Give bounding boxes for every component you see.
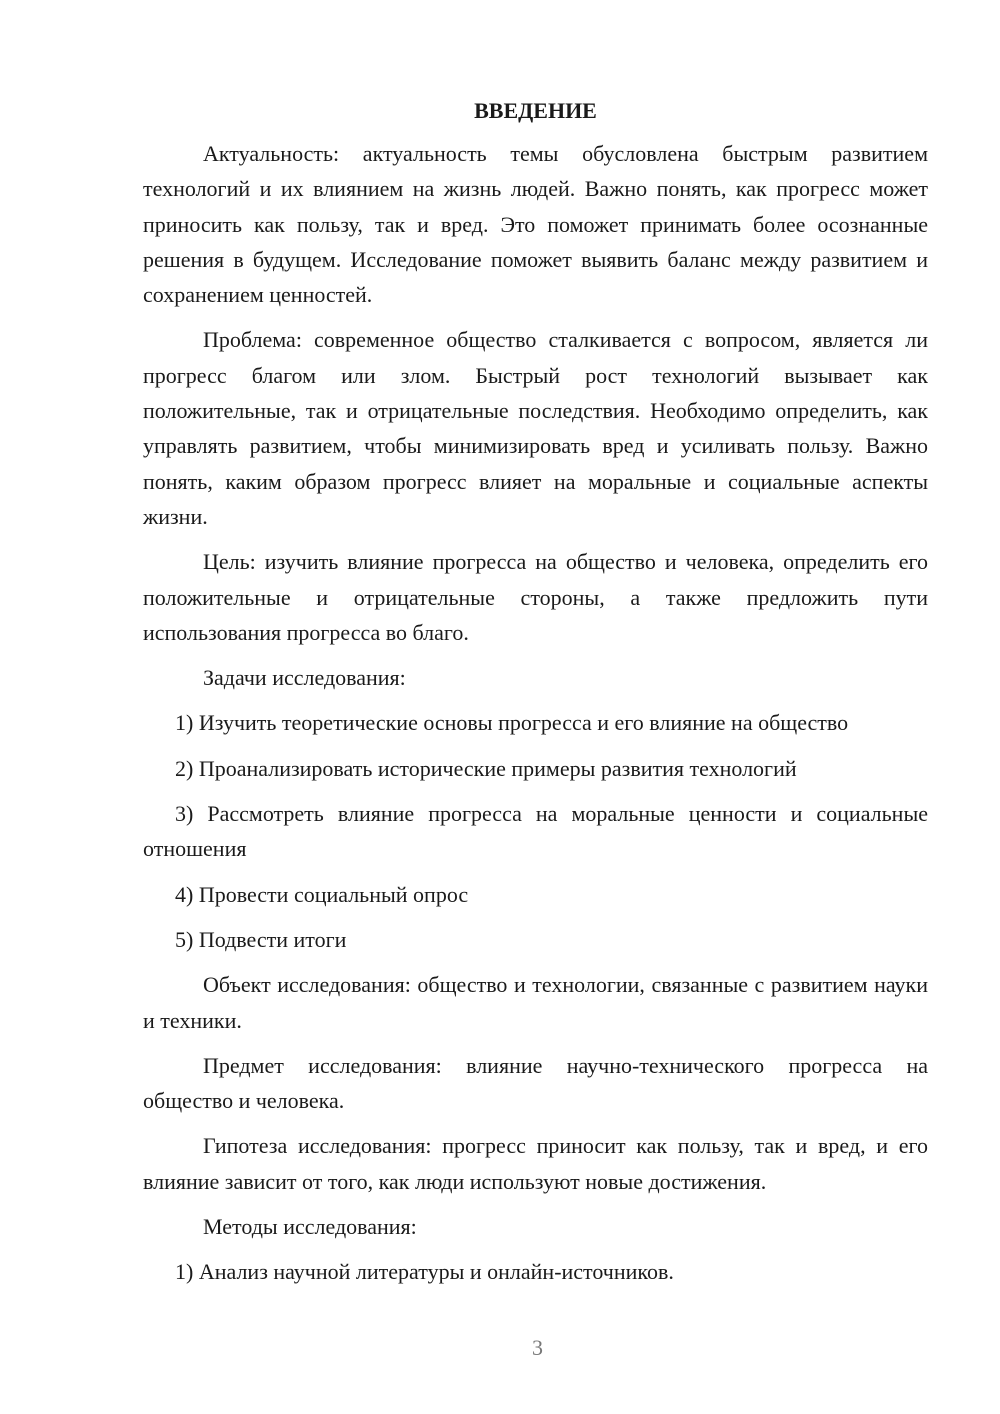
relevance-paragraph: Актуальность: актуальность темы обусловлена быстрым развитием технологий и их влиянием на жизнь людей. Важно понять, как прогресс может приносить как пользу, так и вред. Это поможет принимать более осознанные решения в будущем. Исследование поможет выявить баланс между развитием и сохранением ценностей. xyxy=(143,141,928,308)
section-heading: ВВЕДЕНИЕ xyxy=(474,98,597,123)
task-item-4: 4) Провести социальный опрос xyxy=(175,881,469,907)
page-content xyxy=(143,96,928,1300)
goal-paragraph: Цель: изучить влияние прогресса на общество и человека, определить его положительные и отрицательные стороны, а также предложить пути использования прогресса во благо. xyxy=(143,549,928,645)
task-item-2: 2) Проанализировать исторические примеры развития технологий xyxy=(175,755,797,781)
task-item-1: 1) Изучить теоретические основы прогресса и его влияние на общество xyxy=(175,710,849,736)
problem-paragraph: Проблема: современное общество сталкивается с вопросом, является ли прогресс благом или злом. Быстрый рост технологий вызывает как положительные, так и отрицательные последствия. Необходимо определить, как управлять развитием, чтобы минимизировать вред и усиливать пользу. Важно понять, каким образом прогресс влияет на моральные и социальные аспекты жизни. xyxy=(143,327,928,529)
methods-title: Методы исследования: xyxy=(203,1214,417,1240)
object-paragraph: Объект исследования: общество и технологии, связанные с развитием науки и техники. xyxy=(143,972,928,1033)
hypothesis-paragraph: Гипотеза исследования: прогресс приносит как пользу, так и вред, и его влияние зависит от того, как люди используют новые достижения. xyxy=(143,1133,928,1194)
page-number: 3 xyxy=(532,1335,543,1360)
method-item-1: 1) Анализ научной литературы и онлайн-источников. xyxy=(175,1259,674,1285)
task-item-3: 3) Рассмотреть влияние прогресса на моральные ценности и социальные отношения xyxy=(143,801,928,862)
subject-paragraph: Предмет исследования: влияние научно-технического прогресса на общество и человека. xyxy=(143,1052,928,1114)
task-item-5: 5) Подвести итоги xyxy=(175,926,347,952)
tasks-title: Задачи исследования: xyxy=(203,665,406,691)
